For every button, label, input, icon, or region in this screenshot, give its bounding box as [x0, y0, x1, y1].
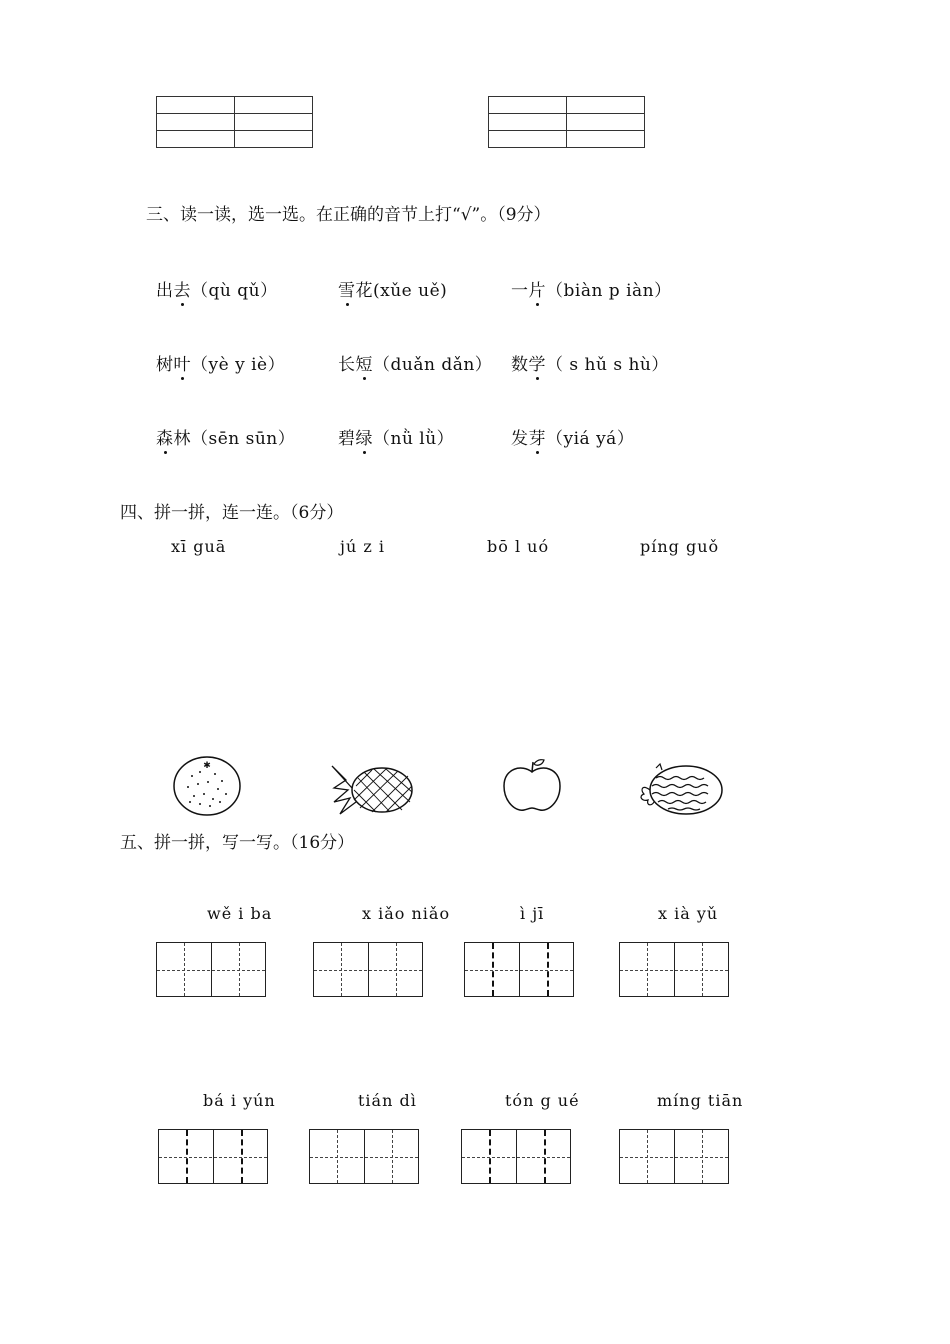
- marked-char: 学: [529, 350, 547, 375]
- writing-box-4[interactable]: [619, 942, 729, 997]
- writing-box-3[interactable]: [464, 942, 574, 997]
- writing-box-5[interactable]: [158, 1129, 268, 1184]
- pinyin-options[interactable]: （ s hǔ s hù）: [546, 355, 669, 375]
- marked-char: 去: [174, 276, 192, 301]
- watermelon-icon[interactable]: [636, 762, 728, 818]
- svg-text:✱: ✱: [203, 761, 211, 771]
- word-char: 出: [156, 281, 174, 301]
- pinyin-xiayu: x ià yǔ: [658, 904, 719, 923]
- marked-char: 短: [356, 350, 374, 375]
- pinyin-choice-item[interactable]: [511, 424, 634, 449]
- writing-box-7[interactable]: [461, 1129, 571, 1184]
- pinyin-yiji: ì jī: [520, 904, 545, 923]
- marked-char: 绿: [356, 424, 374, 449]
- pinyin-choice-item[interactable]: [156, 276, 278, 301]
- writing-box-2[interactable]: [313, 942, 423, 997]
- pinyin-xigua: xī guā: [171, 537, 227, 556]
- pinyin-mingtian: míng tiān: [657, 1091, 744, 1110]
- pinyin-options[interactable]: （qù qǔ）: [191, 281, 278, 301]
- marked-char: 雪: [338, 276, 356, 301]
- pinyin-choice-item[interactable]: [338, 424, 454, 449]
- apple-icon[interactable]: [500, 758, 566, 814]
- writing-box-8[interactable]: [619, 1129, 729, 1184]
- pinyin-choice-item[interactable]: [338, 276, 447, 301]
- pinyin-options[interactable]: （duǎn dǎn）: [373, 355, 493, 375]
- pinyin-xiaoniao: x iǎo niǎo: [362, 904, 451, 923]
- pinyin-choice-item[interactable]: [511, 350, 669, 375]
- answer-table-right: [488, 96, 645, 148]
- word-char: 碧: [338, 429, 356, 449]
- pinyin-choice-item[interactable]: [511, 276, 672, 301]
- section5-title: 五、拼一拼，写一写。（16分）: [120, 833, 355, 853]
- word-char: 林: [173, 429, 191, 449]
- pinyin-pingguo: píng guǒ: [640, 537, 720, 556]
- pinyin-choice-item[interactable]: [338, 350, 492, 375]
- pinyin-choice-item[interactable]: [156, 350, 285, 375]
- pinyin-options[interactable]: （yiá yá）: [546, 429, 635, 449]
- word-char: 树: [156, 355, 174, 375]
- writing-box-1[interactable]: [156, 942, 266, 997]
- writing-box-6[interactable]: [309, 1129, 419, 1184]
- marked-char: 芽: [529, 424, 547, 449]
- word-char: 发: [511, 429, 529, 449]
- pinyin-options[interactable]: （sēn sūn）: [191, 429, 296, 449]
- pinyin-choice-item[interactable]: [156, 424, 295, 449]
- marked-char: 片: [529, 276, 547, 301]
- pinyin-options[interactable]: （biàn p iàn）: [546, 281, 672, 301]
- marked-char: 叶: [174, 350, 192, 375]
- pinyin-options[interactable]: （nǜ lǜ）: [373, 429, 455, 449]
- section4-title: 四、拼一拼，连一连。（6分）: [120, 503, 344, 523]
- answer-table-left: [156, 96, 313, 148]
- pinyin-tiandi: tián dì: [358, 1091, 417, 1110]
- pineapple-icon[interactable]: [330, 758, 418, 818]
- pinyin-options[interactable]: (xǔe uě): [373, 281, 448, 301]
- orange-icon[interactable]: [170, 754, 246, 818]
- word-char: 长: [338, 355, 356, 375]
- word-char: 数: [511, 355, 529, 375]
- pinyin-weiba: wě i ba: [207, 904, 273, 923]
- pinyin-juzi: jú z i: [340, 537, 385, 556]
- word-char: 一: [511, 281, 529, 301]
- section3-title: 三、读一读，选一选。在正确的音节上打“√”。（9分）: [146, 205, 551, 225]
- pinyin-baiyun: bá i yún: [203, 1091, 276, 1110]
- pinyin-tongxue: tón g ué: [505, 1091, 580, 1110]
- pinyin-boluo: bō l uó: [487, 537, 550, 556]
- word-char: 花: [355, 281, 373, 301]
- marked-char: 森: [156, 424, 174, 449]
- pinyin-options[interactable]: （yè y iè）: [191, 355, 286, 375]
